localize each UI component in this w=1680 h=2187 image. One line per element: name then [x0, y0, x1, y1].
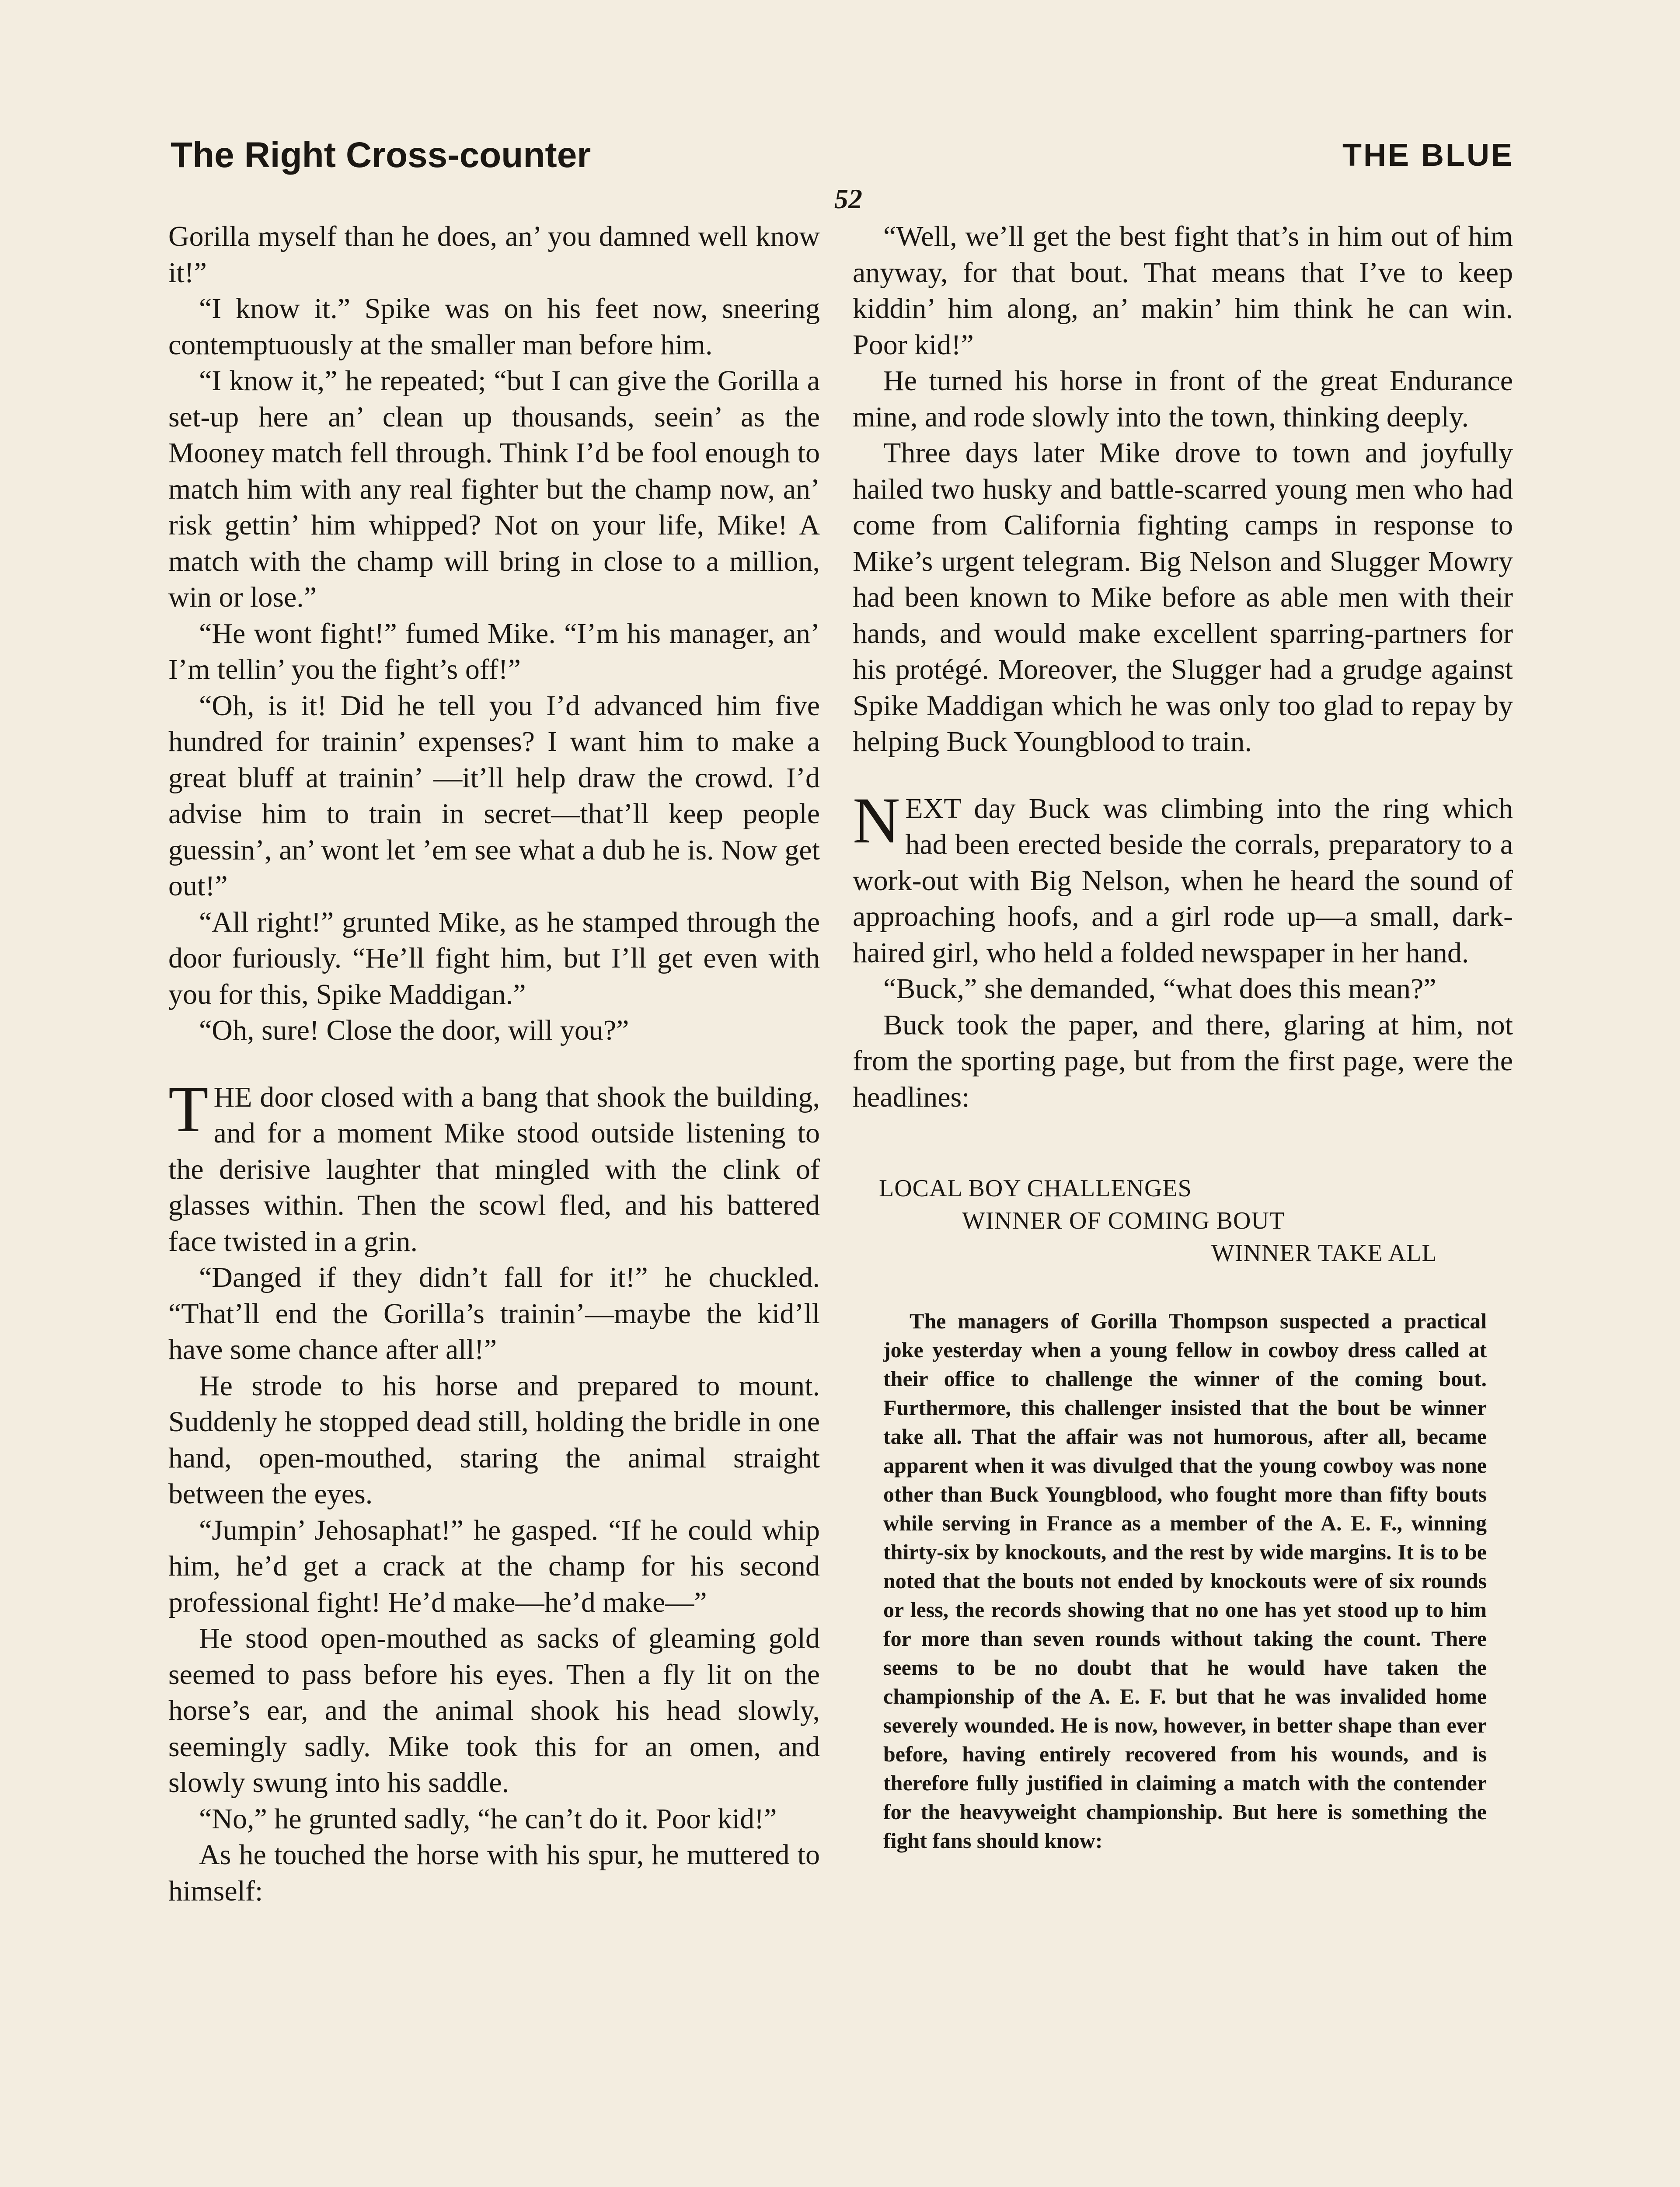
paragraph: Three days later Mike drove to town and joyfully hailed two husky and battle-scarred young men who had come from California fighting camps in response to Mike’s urgent telegram. Big Nelson and Slugger Mowry had been known to Mike before as able men with their hands, and would make excellent sparring-partners for his protégé. Moreover, the Slugger had a grudge against Spike Maddigan which he was only too glad to repay by helping Buck Youngblood to train.	[853, 437, 1513, 758]
drop-cap: T	[168, 1073, 209, 1146]
newspaper-article: The managers of Gorilla Thompson suspected a practical joke yesterday when a young fellow in cowboy dress called at their office to challenge the winner of the coming bout. Furthermore, this challenger insisted that the bout be winner take all. That the affair was not humorous, after all, became apparent when it was divulged that the young cowboy was none other than Buck Youngblood, who fought more than fifty bouts while serving in France as a member of the A. E. F., winning thirty-six by knockouts, and the rest by wide margins. It is to be noted that the bouts not ended by knockouts were of six rounds or less, the records showing that no one has yet stood up to him for more than seven rounds without taking the count. There seems to be no doubt that he would have taken the championship of the A. E. F. but that he was invalided home severely wounded. He is now, however, in better shape than ever before, having entirely recovered from his wounds, and is therefore fully justified in claiming a match with the contender for the heavyweight championship. But here is something the fight fans should know:	[883, 1309, 1487, 1853]
paragraph: “He wont fight!” fumed Mike. “I’m his manager, an’ I’m tellin’ you the fight’s off!”	[168, 617, 820, 685]
paragraph: “Jumpin’ Jehosaphat!” he gasped. “If he could whip him, he’d get a crack at the champ for his second professional fight! He’d make—he’d make—”	[168, 1514, 820, 1618]
section-opening-paragraph	[168, 1073, 820, 1260]
section-text: EXT day Buck was climbing into the ring which had been erected beside the corrals, preparatory to a work-out with Big Nelson, when he heard the sound of approaching hoofs, and a girl rode up—a small, dark-haired girl, who held a folded newspaper in her hand.	[853, 792, 1513, 969]
paragraph: “All right!” grunted Mike, as he stamped through the door furiously. “He’ll fight him, but I’ll get even with you for this, Spike Maddigan.”	[168, 906, 820, 1010]
paragraph: He turned his horse in front of the great Endurance mine, and rode slowly into the town, thinking deeply.	[853, 365, 1513, 433]
drop-cap: N	[853, 784, 900, 857]
paragraph: “Oh, sure! Close the door, will you?”	[199, 1014, 629, 1046]
paragraph: He stood open-mouthed as sacks of gleaming gold seemed to pass before his eyes. Then a fly lit on the horse’s ear, and the animal shook his head slowly, seemingly sadly. Mike took this for an omen, and slowly swung into his saddle.	[168, 1622, 820, 1799]
paragraph: “I know it.” Spike was on his feet now, sneering contemptuously at the smaller man before him.	[168, 293, 820, 361]
left-column	[168, 219, 820, 2187]
paragraph: “Danged if they didn’t fall for it!” he chuckled. “That’ll end the Gorilla’s trainin’—maybe the kid’ll have some chance after all!”	[168, 1261, 820, 1366]
running-head	[171, 131, 1514, 179]
story-title: The Right Cross-counter	[171, 135, 591, 175]
paragraph: “I know it,” he repeated; “but I can give the Gorilla a set-up here an’ clean up thousands, seein’ as the Mooney match fell through. Think I’d be fool enough to match him with any real fighter but the champ now, an’ risk gettin’ him whipped? Not on your life, Mike! A match with the champ will bring in close to a million, win or lose.”	[168, 365, 820, 613]
headline-line: WINNER TAKE ALL	[1211, 1240, 1437, 1267]
magazine-name: THE BLUE	[1342, 138, 1514, 173]
headline-line: WINNER OF COMING BOUT	[962, 1207, 1285, 1234]
paragraph: “Well, we’ll get the best fight that’s in him out of him anyway, for that bout. That means that I’ve to keep kiddin’ him along, an’ makin’ him think he can win. Poor kid!”	[853, 220, 1513, 361]
paragraph: “Buck,” she demanded, “what does this mean?”	[883, 973, 1436, 1005]
paragraph: “No,” he grunted sadly, “he can’t do it. Poor kid!”	[199, 1803, 777, 1835]
paragraph: Buck took the paper, and there, glaring at him, not from the sporting page, but from the first page, were the headlines:	[853, 1009, 1513, 1113]
section-text: HE door closed with a bang that shook the building, and for a moment Mike stood outside listening to the derisive laughter that mingled with the clink of glasses within. Then the scowl fled, and his battered face twisted in a grin.	[168, 1081, 820, 1258]
paragraph: “Oh, is it! Did he tell you I’d advanced him five hundred for trainin’ expenses? I want him to make a great bluff at trainin’ —it’ll help draw the crowd. I’d advise him to train in secret—that’ll keep people guessin’, an’ wont let ’em see what a dub he is. Now get out!”	[168, 689, 820, 902]
headline-line: LOCAL BOY CHALLENGES	[879, 1175, 1192, 1202]
newspaper-headlines	[853, 1172, 1513, 1269]
page-number: 52	[834, 183, 862, 214]
paragraph: As he touched the horse with his spur, he muttered to himself:	[168, 1839, 820, 1907]
right-column	[853, 219, 1513, 2187]
paragraph: Gorilla myself than he does, an’ you damned well know it!”	[168, 220, 820, 289]
section-opening-paragraph	[853, 784, 1513, 971]
paragraph: He strode to his horse and prepared to mount. Suddenly he stopped dead still, holding the bridle in one hand, open-mouthed, staring the animal straight between the eyes.	[168, 1369, 820, 1510]
